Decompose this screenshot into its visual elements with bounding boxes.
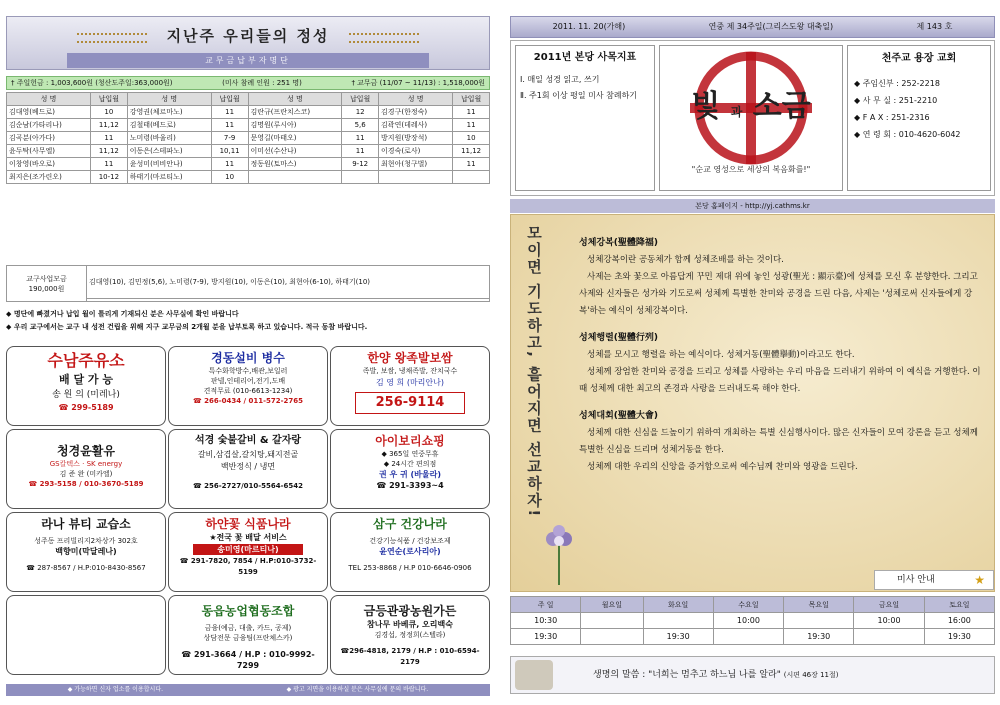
section-paragraph: 성체께 대한 우리의 신앙을 증거함으로써 예수님께 찬미와 영광을 드린다. bbox=[587, 462, 858, 472]
ad-title: 경동설비 병수 bbox=[211, 351, 285, 365]
donor-month-cell: 10 bbox=[211, 171, 248, 184]
donor-name-cell: 김곽연(데레사) bbox=[379, 119, 453, 132]
ad-7 bbox=[168, 512, 328, 592]
donor-name-cell: 이동은(스테파노) bbox=[127, 145, 211, 158]
goal-item: Ⅱ. 주1회 이상 평일 미사 참례하기 bbox=[520, 91, 638, 100]
ad-title: 하얀꽃 식품나라 bbox=[205, 517, 291, 531]
mass-day-header: 화요일 bbox=[643, 597, 713, 613]
jesus-portrait-icon bbox=[515, 660, 553, 690]
mass-time-cell: 19:30 bbox=[511, 629, 581, 645]
ad-5 bbox=[330, 429, 490, 509]
mass-time-cell: 10:30 bbox=[511, 613, 581, 629]
mass-guide-label bbox=[874, 570, 994, 590]
mass-time-cell bbox=[854, 629, 924, 645]
mass-day-header: 토요일 bbox=[924, 597, 994, 613]
section-paragraph: 성체를 모시고 행렬을 하는 예식이다. 성체거동(聖體擧動)이라고도 한다. bbox=[587, 350, 855, 360]
donor-name-cell: 문영길(마태오) bbox=[248, 132, 342, 145]
table-row bbox=[7, 158, 490, 171]
star-icon: ★ bbox=[974, 573, 985, 587]
mass-time-cell: 16:00 bbox=[924, 613, 994, 629]
ad-title: 금등관광농원가든 bbox=[363, 604, 457, 618]
ad-line: 판넬,인테리어,전기,도배 bbox=[210, 377, 286, 385]
donor-header-cell: 성 명 bbox=[127, 93, 211, 106]
word-of-life bbox=[510, 656, 995, 694]
donor-month-cell: 11 bbox=[453, 158, 490, 171]
mass-day-header: 목요일 bbox=[784, 597, 854, 613]
ad-title: 동읍농업협동조합 bbox=[201, 604, 295, 618]
word-text: "너희는 멈추고 하느님 나를 알라" bbox=[648, 670, 781, 680]
mass-day-header: 월요일 bbox=[581, 597, 643, 613]
donor-month-cell: 11 bbox=[342, 145, 379, 158]
donor-month-cell: 11 bbox=[342, 132, 379, 145]
mass-schedule-table bbox=[510, 596, 995, 645]
attendance: (미사 참례 인원 : 251 명) bbox=[222, 79, 302, 87]
ad-phone: ☎ 266-0434 / 011-572-2765 bbox=[192, 397, 304, 405]
ad-0 bbox=[6, 346, 166, 426]
ad-title: 삼구 건강나라 bbox=[373, 517, 447, 531]
mass-day-header: 수요일 bbox=[713, 597, 783, 613]
offering-banner bbox=[6, 16, 490, 70]
donor-table bbox=[6, 92, 490, 184]
mass-time-cell bbox=[784, 613, 854, 629]
section-heading: 성체대회(聖體大會) bbox=[579, 411, 659, 421]
fund-table bbox=[6, 265, 490, 302]
donor-header-cell: 납입월 bbox=[90, 93, 127, 106]
ad-line: ◆ 24시간 편의점 bbox=[383, 460, 437, 468]
donor-month-cell bbox=[453, 171, 490, 184]
word-reference: (시편 46장 11절) bbox=[783, 671, 839, 679]
ad-3 bbox=[6, 429, 166, 509]
donor-name-cell: 윤두탁(사무엘) bbox=[7, 145, 91, 158]
ad-1 bbox=[168, 346, 328, 426]
church-contacts bbox=[847, 45, 991, 191]
donor-name-cell: 김명원(루시아) bbox=[248, 119, 342, 132]
ad-line: 견적무료 (010-6613-1234) bbox=[203, 387, 293, 395]
ad-line: 족발, 보쌈, 냉채족발, 잔치국수 bbox=[362, 367, 458, 375]
footer-right: ◆ 광고 지면을 이용하실 분은 사무실에 문의 바랍니다. bbox=[286, 686, 429, 693]
ad-title: 라나 뷰티 교습소 bbox=[41, 517, 131, 531]
ad-line: 갈비,삼겹살,갈치탕,돼지전골 bbox=[197, 450, 299, 459]
issue-number: 제 143 호 bbox=[916, 22, 953, 31]
ad-line: ◆ 365일 연중무휴 bbox=[381, 450, 439, 458]
ad-line: 윤연순(로사리아) bbox=[379, 547, 441, 556]
fund-empty-row bbox=[87, 299, 490, 302]
donor-month-cell: 9-12 bbox=[342, 158, 379, 171]
logo-motto: "순교 영성으로 세상의 복음화를!" bbox=[691, 165, 811, 174]
ad-line: 권 우 귀 (바울라) bbox=[378, 470, 442, 479]
donor-month-cell: 11 bbox=[211, 119, 248, 132]
ad-line: 김 준 완 (미카엘) bbox=[59, 470, 113, 478]
donor-name-cell: 김란규(프란치스코) bbox=[248, 106, 342, 119]
donor-header-cell: 납입월 bbox=[453, 93, 490, 106]
ad-title: 한양 왕족발보쌈 bbox=[367, 351, 453, 365]
mass-time-cell: 10:00 bbox=[854, 613, 924, 629]
donor-month-cell: 11,12 bbox=[90, 145, 127, 158]
table-row bbox=[7, 119, 490, 132]
ad-phone: ☎ 291-3664 / H.P : 010-9992-7299 bbox=[181, 650, 315, 670]
liturgical-week: 연중 제 34주일(그리스도왕 대축일) bbox=[708, 22, 834, 31]
table-row bbox=[511, 629, 995, 645]
ad-line: 배 달 가 능 bbox=[59, 373, 113, 386]
ad-line: 특수화학방수,배관,보일러 bbox=[208, 367, 288, 375]
donor-month-cell: 11 bbox=[453, 106, 490, 119]
ad-line: 백반정식 / 냉면 bbox=[220, 462, 276, 471]
ad-6 bbox=[6, 512, 166, 592]
notices bbox=[6, 308, 490, 334]
donor-name-cell: 정동원(토마스) bbox=[248, 158, 342, 171]
logo-word-light: 빛 bbox=[691, 89, 721, 124]
article-body bbox=[579, 225, 984, 476]
mass-schedule-header bbox=[511, 597, 995, 613]
table-row bbox=[511, 613, 995, 629]
tithe-total: † 교무금 (11/07 ~ 11/13) : 1,518,000원 bbox=[351, 79, 485, 87]
issue-date: 2011. 11. 20(가해) bbox=[552, 22, 626, 31]
ad-line: 송 원 의 (미레나) bbox=[52, 390, 120, 400]
pastoral-goal bbox=[515, 45, 655, 191]
donor-month-cell: 10 bbox=[453, 132, 490, 145]
notice-2: ◆ 우리 교구에서는 교구 내 성전 건립을 위해 지구 교무금의 2개월 분을 납부토록 하고 있습니다. 적극 동참 바랍니다. bbox=[6, 323, 368, 331]
ad-title: 아이보리쇼핑 bbox=[375, 434, 445, 448]
ad-9 bbox=[168, 595, 328, 675]
donor-name-cell bbox=[248, 171, 342, 184]
donor-month-cell: 11 bbox=[211, 158, 248, 171]
donor-month-cell: 11 bbox=[90, 132, 127, 145]
left-page bbox=[6, 16, 490, 696]
ad-2 bbox=[330, 346, 490, 426]
logo-word-salt: 소금 bbox=[752, 89, 811, 124]
donor-month-cell: 11,12 bbox=[90, 119, 127, 132]
ad-phone: 256-9114 bbox=[355, 392, 465, 414]
donor-name-cell: 최현아(청구벌) bbox=[379, 158, 453, 171]
donor-name-cell: 이경숙(로사) bbox=[379, 145, 453, 158]
page-title: 지난주 우리들의 정성 bbox=[166, 27, 330, 45]
ad-line: 참나무 바베큐, 오리백숙 bbox=[367, 620, 453, 629]
table-row bbox=[7, 145, 490, 158]
mass-time-cell: 10:00 bbox=[713, 613, 783, 629]
donor-header-cell: 성 명 bbox=[379, 93, 453, 106]
mass-time-cell bbox=[581, 613, 643, 629]
ad-empty bbox=[6, 595, 166, 675]
mass-time-cell bbox=[581, 629, 643, 645]
section-paragraph: 사제는 초와 꽃으로 아름답게 꾸민 제대 위에 놓인 성광(聖光 : 顯示臺)에 성체를 모신 후 분향한다. 그리고 사제와 신자들은 성가와 기도로써 성체께 특별한 찬미와 공경을 드린 다음, 사제는 '성체로써 신자들에게 강복'하는 예식이 성체강복이다. bbox=[579, 272, 978, 316]
donor-month-cell: 10 bbox=[90, 106, 127, 119]
homepage-link[interactable]: 본당 홈페이지 - http://yj.cathms.kr bbox=[510, 199, 995, 213]
notice-1: ◆ 명단에 빠졌거나 납입 월이 틀리게 기재되신 분은 사무실에 확인 바랍니다 bbox=[6, 310, 239, 318]
ad-phone: TEL 253-8868 / H.P 010-6646-0906 bbox=[348, 564, 472, 572]
logo-wordmark bbox=[660, 90, 842, 129]
ad-8 bbox=[330, 512, 490, 592]
bulletin-header bbox=[510, 40, 995, 196]
ad-line: 건강기능식품 / 건강보조제 bbox=[369, 537, 451, 545]
donor-name-cell: 노미령(바울리) bbox=[127, 132, 211, 145]
ad-phone: ☎ 256-2727/010-5564-6542 bbox=[192, 482, 304, 490]
ad-phone: ☎296-4818, 2179 / H.P : 010-6594-2179 bbox=[340, 647, 480, 666]
contact-office: ◆ 사 무 실 : 251-2210 bbox=[854, 96, 938, 105]
donor-table-header bbox=[7, 93, 490, 106]
sunday-offering: † 주일헌금 : 1,003,600원 (청산도주일:363,000원) bbox=[11, 79, 173, 87]
donor-name-cell: 최지은(조가린오) bbox=[7, 171, 91, 184]
article-panel bbox=[510, 214, 995, 592]
donor-header-cell: 성 명 bbox=[7, 93, 91, 106]
donor-month-cell: 11 bbox=[90, 158, 127, 171]
donor-header-cell: 납입월 bbox=[342, 93, 379, 106]
donor-month-cell: 11 bbox=[453, 119, 490, 132]
contact-fax: ◆ F A X : 251-2316 bbox=[854, 113, 930, 122]
donor-name-cell: 김경구(한정숙) bbox=[379, 106, 453, 119]
mass-day-header: 금요일 bbox=[854, 597, 924, 613]
contact-pastor: ◆ 주임신부 : 252-2218 bbox=[854, 79, 940, 88]
donor-month-cell: 10,11 bbox=[211, 145, 248, 158]
ad-line: GS칼텍스 · SK energy bbox=[49, 460, 123, 468]
section-paragraph: 성체강복이란 공동체가 함께 성체조배를 하는 것이다. bbox=[587, 255, 784, 265]
goal-title: 2011년 본당 사목지표 bbox=[533, 52, 637, 63]
donor-name-cell: 이미선(수산나) bbox=[248, 145, 342, 158]
donor-name-cell bbox=[379, 171, 453, 184]
logo-word-and: 과 bbox=[730, 105, 743, 119]
mass-day-header: 주 일 bbox=[511, 597, 581, 613]
fund-label: 교구사업모금 bbox=[26, 274, 67, 283]
mass-time-cell: 19:30 bbox=[924, 629, 994, 645]
section-heading: 성체행렬(聖體行列) bbox=[579, 333, 659, 343]
contact-funeral: ◆ 연 령 회 : 010-4620-6042 bbox=[854, 130, 961, 139]
table-row bbox=[7, 132, 490, 145]
word-label: 생명의 말씀 : bbox=[593, 670, 649, 680]
donor-month-cell: 12 bbox=[342, 106, 379, 119]
ad-title: 청경윤활유 bbox=[57, 444, 115, 458]
mass-guide-text: 미사 안내 bbox=[897, 575, 935, 585]
table-row bbox=[7, 171, 490, 184]
vertical-slogan: 모이면 기도하고, 흩어지면 선교하자! bbox=[525, 225, 543, 519]
donor-month-cell: 10-12 bbox=[90, 171, 127, 184]
fund-amount: 190,000원 bbox=[28, 284, 65, 293]
donor-month-cell: 11 bbox=[211, 106, 248, 119]
footer-left: ◆ 가능하면 신자 업소를 이용합시다. bbox=[67, 686, 164, 693]
donor-name-cell: 방지원(방장석) bbox=[379, 132, 453, 145]
fund-label-cell bbox=[7, 266, 87, 302]
donor-name-cell: 하태기(마르티노) bbox=[127, 171, 211, 184]
church-name: 천주교 용장 교회 bbox=[881, 53, 957, 64]
ad-line: 김경섭, 정정희(스텔라) bbox=[374, 631, 446, 639]
donor-name-cell: 김철태(베드로) bbox=[127, 119, 211, 132]
donor-header-cell: 납입월 bbox=[211, 93, 248, 106]
ad-title: 수남주유소 bbox=[47, 351, 125, 370]
section-heading: 성체강복(聖體降福) bbox=[579, 238, 659, 248]
bulletin-logo bbox=[659, 45, 843, 191]
ad-line: 김 영 희 (마리안나) bbox=[376, 378, 444, 387]
left-footer bbox=[6, 684, 490, 696]
ad-4 bbox=[168, 429, 328, 509]
ad-line: 상담전문 금융팀(프란체스카) bbox=[203, 634, 293, 642]
goal-item: Ⅰ. 매일 성경 읽고, 쓰기 bbox=[520, 75, 600, 84]
donor-header-cell: 성 명 bbox=[248, 93, 342, 106]
fund-names: 김대영(10), 김민정(5,6), 노미령(7-9), 방지원(10), 이동은(10), 최현아(6-10), 하태기(10) bbox=[87, 266, 490, 299]
donor-month-cell: 5,6 bbox=[342, 119, 379, 132]
ad-line: 성주동 프리빌리지2차상가 302호 bbox=[34, 537, 138, 545]
page-subtitle: 교무금납부자명단 bbox=[67, 53, 429, 68]
donor-month-cell: 7-9 bbox=[211, 132, 248, 145]
donor-name-cell: 김곡분(아가다) bbox=[7, 132, 91, 145]
donor-name-cell: 강영권(체르마노) bbox=[127, 106, 211, 119]
ad-phone: ☎ 291-3393~4 bbox=[376, 481, 444, 490]
offering-summary bbox=[6, 76, 490, 90]
donor-name-cell: 윤성미(비비안나) bbox=[127, 158, 211, 171]
section-paragraph: 성체께 장엄한 찬미와 공경을 드리고 성체를 사랑하는 우리 마음을 드러내기 위하여 이 예식을 거행한다. 이때 성체께 대한 최고의 존경과 사랑을 드러내도록 해야 한다. bbox=[579, 367, 981, 394]
ad-phone: ☎ 299-5189 bbox=[58, 403, 114, 412]
donor-month-cell: 11,12 bbox=[453, 145, 490, 158]
donor-name-cell: 김대영(베드로) bbox=[7, 106, 91, 119]
ad-line: ★전국 꽃 배달 서비스 bbox=[209, 533, 287, 542]
mass-time-cell bbox=[713, 629, 783, 645]
mass-time-cell bbox=[643, 613, 713, 629]
ad-title: 석경 숯불갈비 & 갈자랑 bbox=[194, 435, 302, 446]
flower-icon bbox=[539, 525, 579, 585]
ad-line: 송미영(마르티나) bbox=[193, 544, 303, 555]
table-row bbox=[7, 106, 490, 119]
donor-month-cell bbox=[342, 171, 379, 184]
ad-phone: ☎ 291-7820, 7854 / H.P:010-3732-5199 bbox=[179, 557, 317, 576]
ad-phone: ☎ 293-5158 / 010-3670-5189 bbox=[28, 480, 144, 488]
right-page bbox=[510, 16, 995, 696]
ad-phone: ☎ 287-8567 / H.P:010-8430-8567 bbox=[26, 564, 146, 572]
mass-time-cell: 19:30 bbox=[784, 629, 854, 645]
donor-name-cell: 김순남(가타리나) bbox=[7, 119, 91, 132]
donor-name-cell: 이창영(바오로) bbox=[7, 158, 91, 171]
ad-line: 금융(예금, 대출, 카드, 공제) bbox=[204, 624, 292, 632]
section-paragraph: 성체께 대한 신심을 드높이기 위하여 개최하는 특별 신심행사이다. 많은 신자들이 모여 강론을 듣고 성체께 특별한 신심을 드리며 성체거동을 한다. bbox=[579, 428, 978, 455]
issue-bar bbox=[510, 16, 995, 38]
ad-line: 백향미(막달레나) bbox=[55, 547, 117, 556]
mass-time-cell: 19:30 bbox=[643, 629, 713, 645]
ad-10 bbox=[330, 595, 490, 675]
